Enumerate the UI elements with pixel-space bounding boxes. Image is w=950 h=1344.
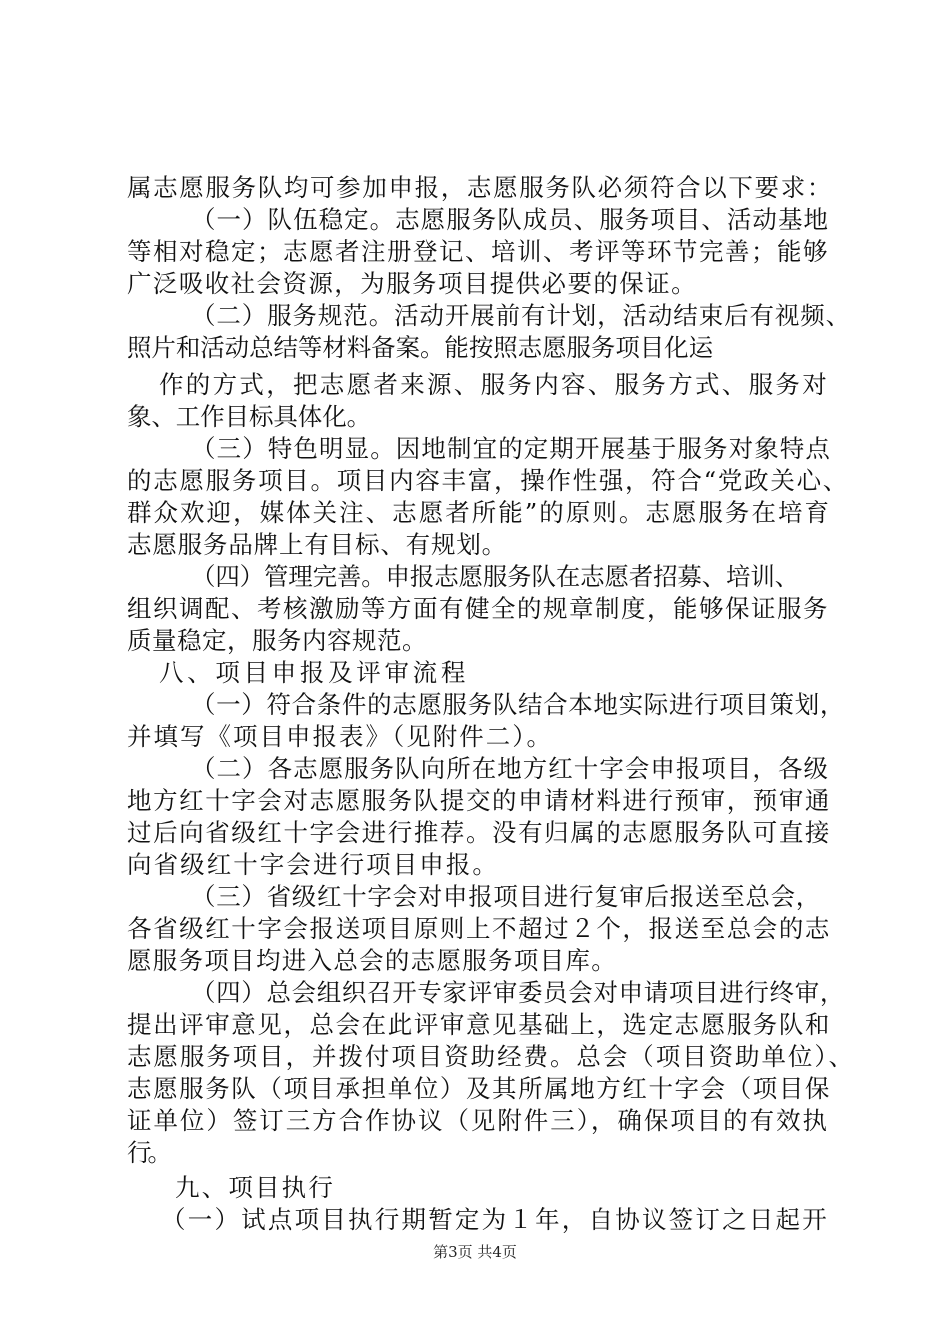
text-line: 八、项目申报及评审流程 bbox=[159, 658, 469, 687]
text-line: 地方红十字会对志愿服务队提交的申请材料进行预审，预审通 bbox=[127, 786, 831, 815]
text-line: 等相对稳定；志愿者注册登记、培训、考评等环节完善；能够 bbox=[127, 237, 829, 266]
text-line: （一）试点项目执行期暂定为１年，自协议签订之日起开 bbox=[161, 1205, 829, 1234]
text-line: 质量稳定，服务内容规范。 bbox=[127, 626, 427, 655]
text-line: （二）服务规范。活动开展前有计划，活动结束后有视频、 bbox=[191, 301, 851, 330]
text-line: 志愿服务品牌上有目标、有规划。 bbox=[127, 530, 507, 559]
text-line: （四）总会组织召开专家评审委员会对申请项目进行终审， bbox=[191, 978, 845, 1007]
text-line: 愿服务项目均进入总会的志愿服务项目库。 bbox=[127, 946, 617, 975]
text-line: （一）队伍稳定。志愿服务队成员、服务项目、活动基地 bbox=[191, 205, 829, 234]
text-line: 各省级红十字会报送项目原则上不超过２个，报送至总会的志 bbox=[127, 914, 831, 943]
text-line: 作的方式，把志愿者来源、服务内容、服务方式、服务对 bbox=[159, 370, 829, 399]
text-line: 群众欢迎，媒体关注、志愿者所能”的原则。志愿服务在培育 bbox=[127, 498, 831, 527]
page-footer: 第3页 共4页 bbox=[433, 1243, 517, 1261]
text-line: 照片和活动总结等材料备案。能按照志愿服务项目化运 bbox=[127, 333, 713, 362]
text-line: 广泛吸收社会资源，为服务项目提供必要的保证。 bbox=[127, 269, 697, 298]
text-line: （四）管理完善。申报志愿服务队在志愿者招募、培训、 bbox=[191, 562, 799, 591]
text-line: 提出评审意见，总会在此评审意见基础上，选定志愿服务队和 bbox=[127, 1010, 831, 1039]
text-line: 并填写《项目申报表》（见附件二）。 bbox=[127, 722, 553, 751]
text-line: 行。 bbox=[127, 1138, 168, 1167]
text-line: 志愿服务项目，并拨付项目资助经费。总会（项目资助单位）、 bbox=[127, 1042, 855, 1071]
text-line: 向省级红十字会进行项目申报。 bbox=[127, 850, 499, 879]
text-line: 组织调配、考核激励等方面有健全的规章制度，能够保证服务 bbox=[127, 594, 829, 623]
text-line: 证单位）签订三方合作协议（见附件三），确保项目的有效执 bbox=[127, 1106, 829, 1135]
text-line: （三）特色明显。因地制宜的定期开展基于服务对象特点 bbox=[191, 434, 831, 463]
text-line: 属志愿服务队均可参加申报，志愿服务队必须符合以下要求： bbox=[127, 173, 833, 202]
text-line: 的志愿服务项目。项目内容丰富，操作性强，符合“党政关心、 bbox=[127, 466, 849, 495]
text-line: （一）符合条件的志愿服务队结合本地实际进行项目策划， bbox=[191, 690, 845, 719]
text-line: 九、项目执行 bbox=[175, 1173, 335, 1202]
text-line: （三）省级红十字会对申报项目进行复审后报送至总会， bbox=[191, 882, 821, 911]
text-line: （二）各志愿服务队向所在地方红十字会申报项目，各级 bbox=[191, 754, 829, 783]
text-line: 过后向省级红十字会进行推荐。没有归属的志愿服务队可直接 bbox=[127, 818, 831, 847]
text-line: 志愿服务队（项目承担单位）及其所属地方红十字会（项目保 bbox=[127, 1074, 831, 1103]
text-line: 象、工作目标具体化。 bbox=[127, 402, 371, 431]
